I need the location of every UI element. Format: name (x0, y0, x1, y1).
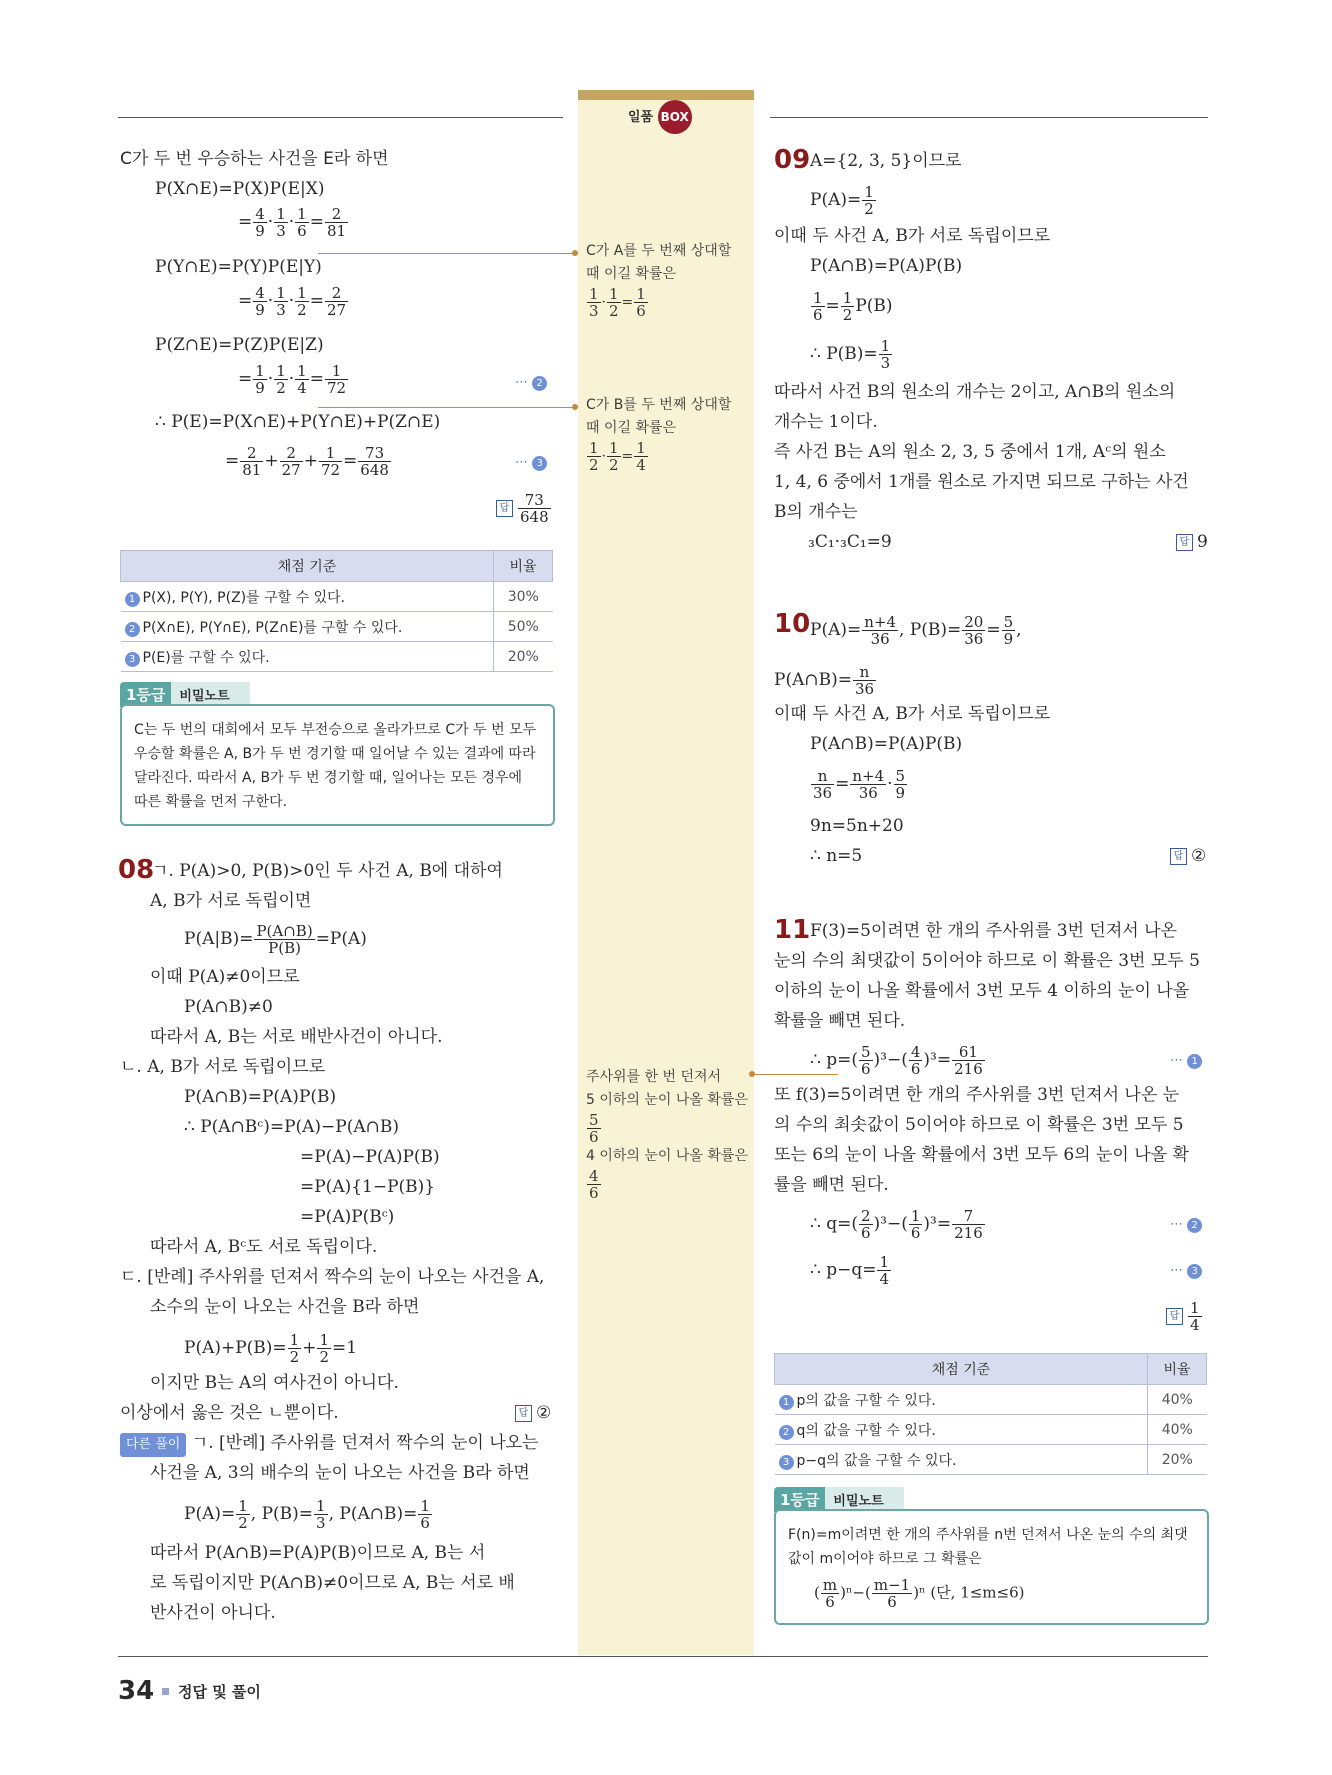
q10-probs: P(A)= $\frac{n+4}{36}$ , P(B)= $\frac{20}{36}$ = $\frac{5}{9}$ , (810, 613, 1022, 648)
q08-sum: P(A)+P(B)= $\frac{1}{2}$ + $\frac{1}{2}$ =1 (184, 1331, 358, 1366)
q09-line: 따라서 사건 B의 원소의 개수는 2이고, A∩B의 원소의 (774, 382, 1176, 402)
q08-line: P(A∩B)≠0 (184, 997, 273, 1017)
q08-line: 따라서 A, B는 서로 배반사건이 아니다. (150, 1027, 443, 1047)
q08-line: ∴ P(A∩Bᶜ)=P(A)−P(A∩B) (184, 1117, 400, 1137)
q11-p: ∴ p=( $\frac{5}{6}$ )³−( $\frac{4}{6}$ )³= $\frac{61}{216}$ (810, 1043, 983, 1078)
q08-line: 이지만 B는 A의 여사건이 아니다. (150, 1373, 399, 1393)
q08-line: ㄷ. [반례] 주사위를 던져서 짝수의 눈이 나오는 사건을 A, (120, 1267, 545, 1287)
q08-line: =P(A)P(Bᶜ) (300, 1207, 395, 1227)
formula-p-e-value: = $\frac{2}{81}$ + $\frac{2}{27}$ + $\frac{1}{72}$ = $\frac{73}{648}$ (225, 444, 389, 479)
q09-pb: ∴ P(B)= $\frac{1}{3}$ (810, 337, 891, 372)
secret-formula: ( $\frac{m}{6}$ )ⁿ−( $\frac{m-1}{6}$ )ⁿ (단, 1≤m≤6) (814, 1576, 1025, 1611)
answer-10: 답 ② (1170, 845, 1206, 867)
secret-note-11: F(n)=m이려면 한 개의 주사위를 n번 던져서 나온 눈의 수의 최댓값이 m이어야 하므로 그 확률은 ( $\frac{m}{6}$ )ⁿ−( $\frac{m-1}{6}$ )ⁿ (단, 1≤m≤6) (774, 1509, 1209, 1625)
table-row: 1 P(X), P(Y), P(Z)를 구할 수 있다. 30% (121, 582, 553, 612)
q10-line: P(A∩B)=P(A)P(B) (810, 734, 963, 754)
formula-y-e-value: = $\frac{4}{9}$ · $\frac{1}{3}$ · $\frac{1}{2}$ = $\frac{2}{27}$ (238, 284, 347, 319)
q10-line: ∴ n=5 (810, 846, 863, 866)
q08-line: 따라서 A, Bᶜ도 서로 독립이다. (150, 1237, 378, 1257)
q09-line: ₃C₁·₃C₁=9 (808, 532, 892, 552)
side-note-1: C가 A를 두 번째 상대할 때 이길 확률은 $\frac{1}{3}$ · $\frac{1}{2}$ = $\frac{1}{6}$ (586, 243, 732, 320)
secret-note-tag: 1등급 비밀노트 (774, 1487, 904, 1512)
formula-z-e: P(Z∩E)=P(Z)P(E|Z) (155, 335, 324, 355)
q10-line: 9n=5n+20 (810, 816, 904, 836)
table-header-criteria: 채점 기준 (121, 551, 494, 582)
q10-pab: P(A∩B)= $\frac{n}{36}$ (774, 663, 875, 698)
header-rule-left (118, 117, 563, 118)
q11-line: 확률을 빼면 된다. (774, 1011, 906, 1031)
question-number-10: 10 (774, 609, 811, 639)
q08-line: ㄴ. A, B가 서로 독립이므로 (120, 1057, 325, 1077)
q08-line: P(A∩B)=P(A)P(B) (184, 1087, 337, 1107)
header-box-label: 일품 BOX (628, 100, 692, 134)
formula-z-e-value: = $\frac{1}{9}$ · $\frac{1}{2}$ · $\frac{1}{4}$ = $\frac{1}{72}$ (238, 362, 347, 397)
q08-line: 따라서 P(A∩B)=P(A)P(B)이므로 A, B는 서 (150, 1543, 486, 1563)
table-header-ratio: 비율 (494, 551, 553, 582)
q08-line: ㄱ. P(A)>0, P(B)>0인 두 사건 A, B에 대하여 (152, 861, 503, 881)
q08-line: 로 독립이지만 P(A∩B)≠0이므로 A, B는 서로 배 (150, 1573, 515, 1593)
q11-line: F(3)=5이려면 한 개의 주사위를 3번 던져서 나온 (810, 921, 1177, 941)
answer-icon: 답 (1170, 848, 1187, 865)
q08-probs: P(A)= $\frac{1}{2}$ , P(B)= $\frac{1}{3}$ , P(A∩B)= $\frac{1}{6}$ (184, 1497, 430, 1532)
table-header-criteria: 채점 기준 (775, 1354, 1148, 1385)
table-row: 1 p의 값을 구할 수 있다. 40% (775, 1385, 1207, 1415)
q09-pa: P(A)= $\frac{1}{2}$ (810, 183, 874, 218)
q10-line: 이때 두 사건 A, B가 서로 독립이므로 (774, 704, 1051, 724)
q09-line: 이때 두 사건 A, B가 서로 독립이므로 (774, 226, 1051, 246)
q08-line: 반사건이 아니다. (150, 1603, 276, 1623)
answer-icon: 답 (1176, 534, 1193, 551)
formula-y-e: P(Y∩E)=P(Y)P(E|Y) (155, 257, 322, 277)
q09-line: 1, 4, 6 중에서 1개를 원소로 가지면 되므로 구하는 사건 (774, 472, 1189, 492)
page-number: 34 (118, 1676, 155, 1706)
q09-line: A={2, 3, 5}이므로 (810, 151, 962, 171)
formula-p-e: ∴ P(E)=P(X∩E)+P(Y∩E)+P(Z∩E) (155, 412, 441, 432)
side-note-3: 주사위를 한 번 던져서 5 이하의 눈이 나올 확률은 $\frac{5}{6}$ 4 이하의 눈이 나올 확률은 $\frac{4}{6}$ (586, 1069, 748, 1202)
connector-dot-3 (749, 1071, 755, 1077)
answer-icon: 답 (496, 500, 513, 517)
q09-eq: $\frac{1}{6}$ = $\frac{1}{2}$ P(B) (813, 289, 893, 324)
connector-1 (318, 253, 574, 254)
q11-line: 의 수의 최솟값이 5이어야 하므로 이 확률은 3번 모두 5 (774, 1115, 1184, 1135)
table-row: 3 p−q의 값을 구할 수 있다. 20% (775, 1445, 1207, 1475)
grading-table-07 (120, 550, 553, 672)
step-3-marker: ⋯ 3 (515, 452, 547, 474)
step-1-marker: ⋯ 1 (1170, 1050, 1202, 1072)
q09-line: 개수는 1이다. (774, 412, 878, 432)
footer-square (162, 1688, 169, 1695)
q08-line: 소수의 눈이 나오는 사건을 B라 하면 (150, 1297, 420, 1317)
answer-09: 답 9 (1176, 531, 1208, 553)
table-row: 2 q의 값을 구할 수 있다. 40% (775, 1415, 1207, 1445)
secret-note-07: C는 두 번의 대회에서 모두 부전승으로 올라가므로 C가 두 번 모두 우승할 확률은 A, B가 두 번 경기할 때 일어날 수 있는 결과에 따라 달라진다. 따라서 A, B가 두 번 경기할 때, 일어나는 모든 경우에 따른 확률을 먼저 구한다. (120, 704, 555, 826)
grading-table-11 (774, 1353, 1207, 1475)
answer-11: 답 $\frac{1}{4}$ (1166, 1300, 1203, 1333)
q11-line: 또는 6의 눈이 나올 확률에서 3번 모두 6의 눈이 나올 확 (774, 1145, 1189, 1165)
question-number-08: 08 (118, 855, 155, 885)
answer-08: 답 ② (515, 1402, 551, 1424)
side-note-2: C가 B를 두 번째 상대할 때 이길 확률은 $\frac{1}{2}$ · $\frac{1}{2}$ = $\frac{1}{4}$ (586, 397, 732, 474)
q08-line: A, B가 서로 독립이면 (150, 891, 312, 911)
q08-line: =P(A)−P(A)P(B) (300, 1147, 440, 1167)
q11-q: ∴ q=( $\frac{2}{6}$ )³−( $\frac{1}{6}$ )³= $\frac{7}{216}$ (810, 1207, 983, 1242)
step-2-marker: ⋯ 2 (1170, 1214, 1202, 1236)
header-tab (578, 90, 754, 100)
middle-note-column (578, 90, 754, 1655)
answer-07: 답 $\frac{73}{648}$ (496, 492, 552, 525)
table-row: 3 P(E)를 구할 수 있다. 20% (121, 642, 553, 672)
q08-line: 이때 P(A)≠0이므로 (150, 967, 300, 987)
table-row: 2 P(X∩E), P(Y∩E), P(Z∩E)를 구할 수 있다. 50% (121, 612, 553, 642)
table-header-ratio: 비율 (1148, 1354, 1207, 1385)
header-rule-right (770, 117, 1208, 118)
intro-text: C가 두 번 우승하는 사건을 E라 하면 (120, 149, 389, 169)
q10-eq: $\frac{n}{36}$ = $\frac{n+4}{36}$ · $\frac{5}{9}$ (813, 767, 906, 802)
q08-line: 이상에서 옳은 것은 ㄴ뿐이다. (120, 1403, 339, 1423)
q09-line: 즉 사건 B는 A의 원소 2, 3, 5 중에서 1개, Aᶜ의 원소 (774, 442, 1166, 462)
footer-title: 정답 및 풀이 (178, 1683, 261, 1701)
q11-line: 눈의 수의 최댓값이 5이어야 하므로 이 확률은 3번 모두 5 (774, 951, 1200, 971)
q11-line: 또 f(3)=5이려면 한 개의 주사위를 3번 던져서 나온 눈 (774, 1085, 1180, 1105)
q08-line: =P(A){1−P(B)} (300, 1177, 436, 1197)
formula-x-e: P(X∩E)=P(X)P(E|X) (155, 179, 325, 199)
connector-dot-1 (572, 250, 578, 256)
q11-line: 률을 빼면 된다. (774, 1175, 889, 1195)
q11-pq: ∴ p−q= $\frac{1}{4}$ (810, 1253, 890, 1288)
question-number-09: 09 (774, 145, 811, 175)
q11-line: 이하의 눈이 나올 확률에서 3번 모두 4 이하의 눈이 나올 (774, 981, 1190, 1001)
q08-line: 사건을 A, 3의 배수의 눈이 나오는 사건을 B라 하면 (150, 1463, 530, 1483)
connector-2 (318, 407, 574, 408)
secret-note-tag: 1등급 비밀노트 (120, 682, 250, 707)
q09-line: B의 개수는 (774, 502, 858, 522)
connector-dot-2 (572, 404, 578, 410)
q08-conditional: P(A|B)= $\frac{P(A\cap B)}{P(B)}$ =P(A) (184, 922, 367, 957)
step-3-marker: ⋯ 3 (1170, 1260, 1202, 1282)
box-badge: BOX (658, 100, 692, 134)
q09-line: P(A∩B)=P(A)P(B) (810, 256, 963, 276)
footer-rule (118, 1656, 1208, 1657)
step-2-marker: ⋯ 2 (515, 372, 547, 394)
other-solution-badge: 다른 풀이 (120, 1433, 186, 1457)
formula-x-e-value: = $\frac{4}{9}$ · $\frac{1}{3}$ · $\frac{1}{6}$ = $\frac{2}{81}$ (238, 205, 347, 240)
q08-other-line: 다른 풀이 ㄱ. [반례] 주사위를 던져서 짝수의 눈이 나오는 (120, 1432, 538, 1457)
question-number-11: 11 (774, 915, 811, 945)
answer-icon: 답 (515, 1405, 532, 1422)
answer-icon: 답 (1166, 1308, 1183, 1325)
